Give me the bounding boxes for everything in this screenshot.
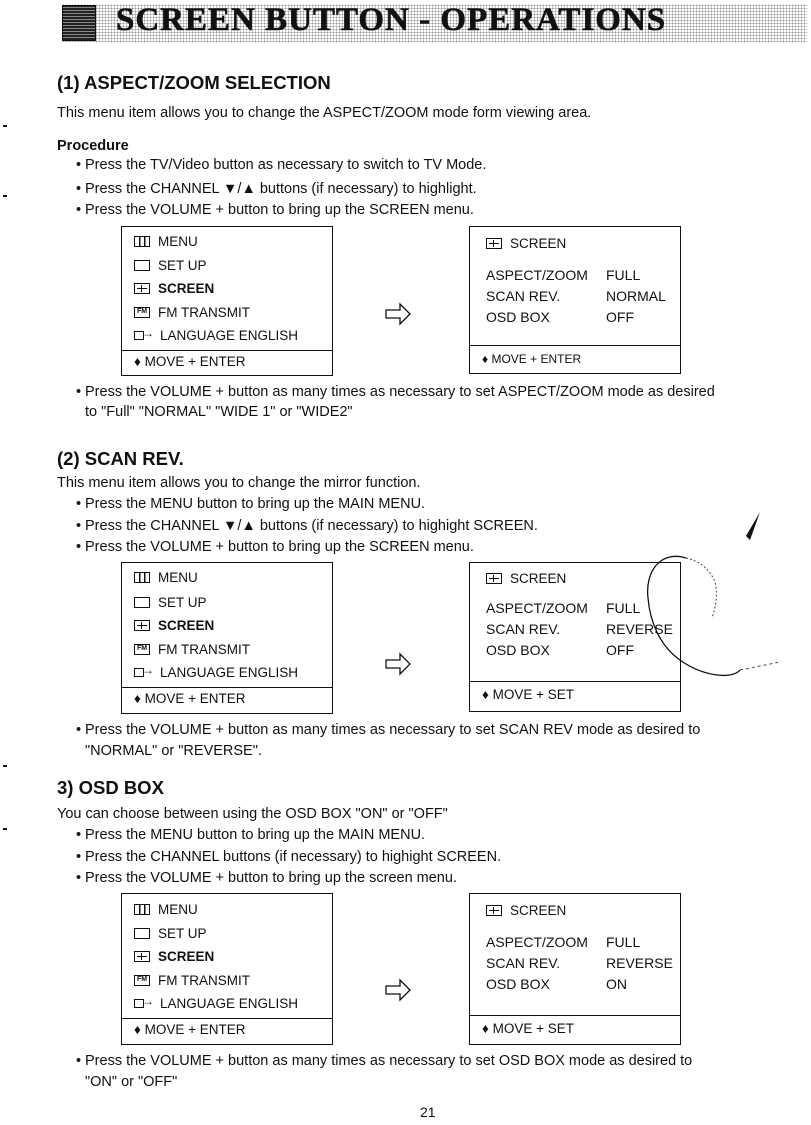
menu-item-screen: SCREEN (134, 618, 214, 633)
menu-item-fm-transmit: FM FM TRANSMIT (134, 642, 250, 657)
setup-icon (134, 597, 150, 608)
procedure-step: • Press the MENU button to bring up the MAIN MENU. (85, 827, 425, 844)
section-heading: (2) SCAN REV. (57, 448, 184, 469)
procedure-step: • Press the CHANNEL buttons (if necessary) to highight SCREEN. (85, 849, 501, 866)
menu-item-language: → LANGUAGE ENGLISH (134, 996, 298, 1011)
procedure-step: • Press the TV/Video button as necessary to switch to TV Mode. (85, 157, 486, 174)
menu-divider (122, 1018, 332, 1019)
main-menu-box (121, 893, 333, 1045)
screen-row-scan: SCAN REV. NORMAL (486, 288, 666, 304)
main-menu-box (121, 226, 333, 376)
fm-icon: FM (134, 307, 150, 318)
screen-menu-title: SCREEN (486, 903, 566, 918)
title-block-icon (62, 5, 96, 41)
language-icon (134, 667, 152, 678)
fm-icon: FM (134, 975, 150, 986)
menu-icon (134, 236, 150, 247)
section-heading: (1) ASPECT/ZOOM SELECTION (57, 72, 331, 93)
screen-row-aspect: ASPECT/ZOOM FULL (486, 267, 641, 283)
screen-icon (486, 238, 502, 249)
language-icon (134, 998, 152, 1009)
arrow-right-icon (384, 978, 412, 1002)
section-intro: This menu item allows you to change the mirror function. (57, 475, 421, 491)
screen-icon (134, 951, 150, 962)
fm-icon: FM (134, 644, 150, 655)
screen-row-scan: SCAN REV. REVERSE (486, 955, 673, 971)
procedure-step: • Press the CHANNEL ▼/▲ buttons (if necessary) to highight SCREEN. (85, 518, 538, 535)
margin-mark (3, 765, 7, 767)
menu-divider (470, 1015, 680, 1016)
menu-divider (122, 350, 332, 351)
arrow-right-icon (384, 652, 412, 676)
menu-item-screen: SCREEN (134, 281, 214, 296)
menu-item-setup: SET UP (134, 258, 207, 273)
margin-mark (3, 125, 7, 127)
procedure-step: • Press the VOLUME + button to bring up the screen menu. (85, 870, 457, 887)
menu-item-setup: SET UP (134, 926, 207, 941)
menu-item-menu: MENU (134, 234, 198, 249)
after-note: to "Full" "NORMAL" "WIDE 1" or "WIDE2" (85, 404, 353, 420)
language-icon (134, 330, 152, 341)
screen-row-osd: OSD BOX ON (486, 976, 627, 992)
section-intro: You can choose between using the OSD BOX "ON" or "OFF" (57, 806, 448, 822)
margin-mark (3, 828, 7, 830)
setup-icon (134, 260, 150, 271)
screen-icon (486, 573, 502, 584)
screen-row-osd: OSD BOX OFF (486, 309, 634, 325)
menu-item-fm-transmit: FM FM TRANSMIT (134, 973, 250, 988)
main-menu-box (121, 562, 333, 714)
screen-menu-box (469, 226, 681, 374)
screen-menu-title: SCREEN (486, 571, 566, 586)
procedure-step: • Press the CHANNEL ▼/▲ buttons (if necessary) to highlight. (85, 181, 477, 198)
menu-item-menu: MENU (134, 902, 198, 917)
screen-row-aspect: ASPECT/ZOOM FULL (486, 600, 641, 616)
menu-footer: ♦ MOVE + ENTER (134, 354, 246, 369)
menu-item-setup: SET UP (134, 595, 207, 610)
menu-item-fm-transmit: FM FM TRANSMIT (134, 305, 250, 320)
menu-item-language: → LANGUAGE ENGLISH (134, 665, 298, 680)
after-note: "NORMAL" or "REVERSE". (85, 743, 262, 759)
screen-icon (486, 905, 502, 916)
procedure-step: • Press the VOLUME + button to bring up the SCREEN menu. (85, 539, 474, 556)
menu-icon (134, 904, 150, 915)
after-note: • Press the VOLUME + button as many times as necessary to set ASPECT/ZOOM mode as desired (85, 384, 715, 401)
menu-item-language: → LANGUAGE ENGLISH (134, 328, 298, 343)
margin-mark (3, 195, 7, 197)
menu-footer: ♦ MOVE + ENTER (134, 1022, 246, 1037)
screen-icon (134, 283, 150, 294)
after-note: • Press the VOLUME + button as many times as necessary to set SCAN REV mode as desired to (85, 722, 700, 739)
setup-icon (134, 928, 150, 939)
screen-icon (134, 620, 150, 631)
screen-row-scan: SCAN REV. REVERSE (486, 621, 673, 637)
menu-icon (134, 572, 150, 583)
procedure-step: • Press the VOLUME + button to bring up the SCREEN menu. (85, 202, 474, 219)
after-note: "ON" or "OFF" (85, 1074, 178, 1090)
menu-item-menu: MENU (134, 570, 198, 585)
procedure-label: Procedure (57, 138, 129, 154)
page-title: SCREEN BUTTON - OPERATIONS (116, 2, 667, 38)
menu-divider (470, 345, 680, 346)
page-number: 21 (420, 1104, 436, 1120)
menu-item-screen: SCREEN (134, 949, 214, 964)
menu-footer: ♦ MOVE + ENTER (134, 691, 246, 706)
screen-menu-box (469, 893, 681, 1045)
arrow-right-icon (384, 302, 412, 326)
screen-row-osd: OSD BOX OFF (486, 642, 634, 658)
handwritten-circle-mark (590, 510, 810, 685)
menu-footer: ♦ MOVE + ENTER (482, 352, 582, 366)
section-heading: 3) OSD BOX (57, 777, 164, 798)
section-intro: This menu item allows you to change the ASPECT/ZOOM mode form viewing area. (57, 105, 592, 121)
menu-divider (122, 687, 332, 688)
after-note: • Press the VOLUME + button as many times as necessary to set OSD BOX mode as desired to (85, 1053, 692, 1070)
screen-menu-title: SCREEN (486, 236, 566, 251)
screen-row-aspect: ASPECT/ZOOM FULL (486, 934, 641, 950)
procedure-step: • Press the MENU button to bring up the MAIN MENU. (85, 496, 425, 513)
menu-footer: ♦ MOVE + SET (482, 687, 575, 702)
menu-footer: ♦ MOVE + SET (482, 1021, 575, 1036)
